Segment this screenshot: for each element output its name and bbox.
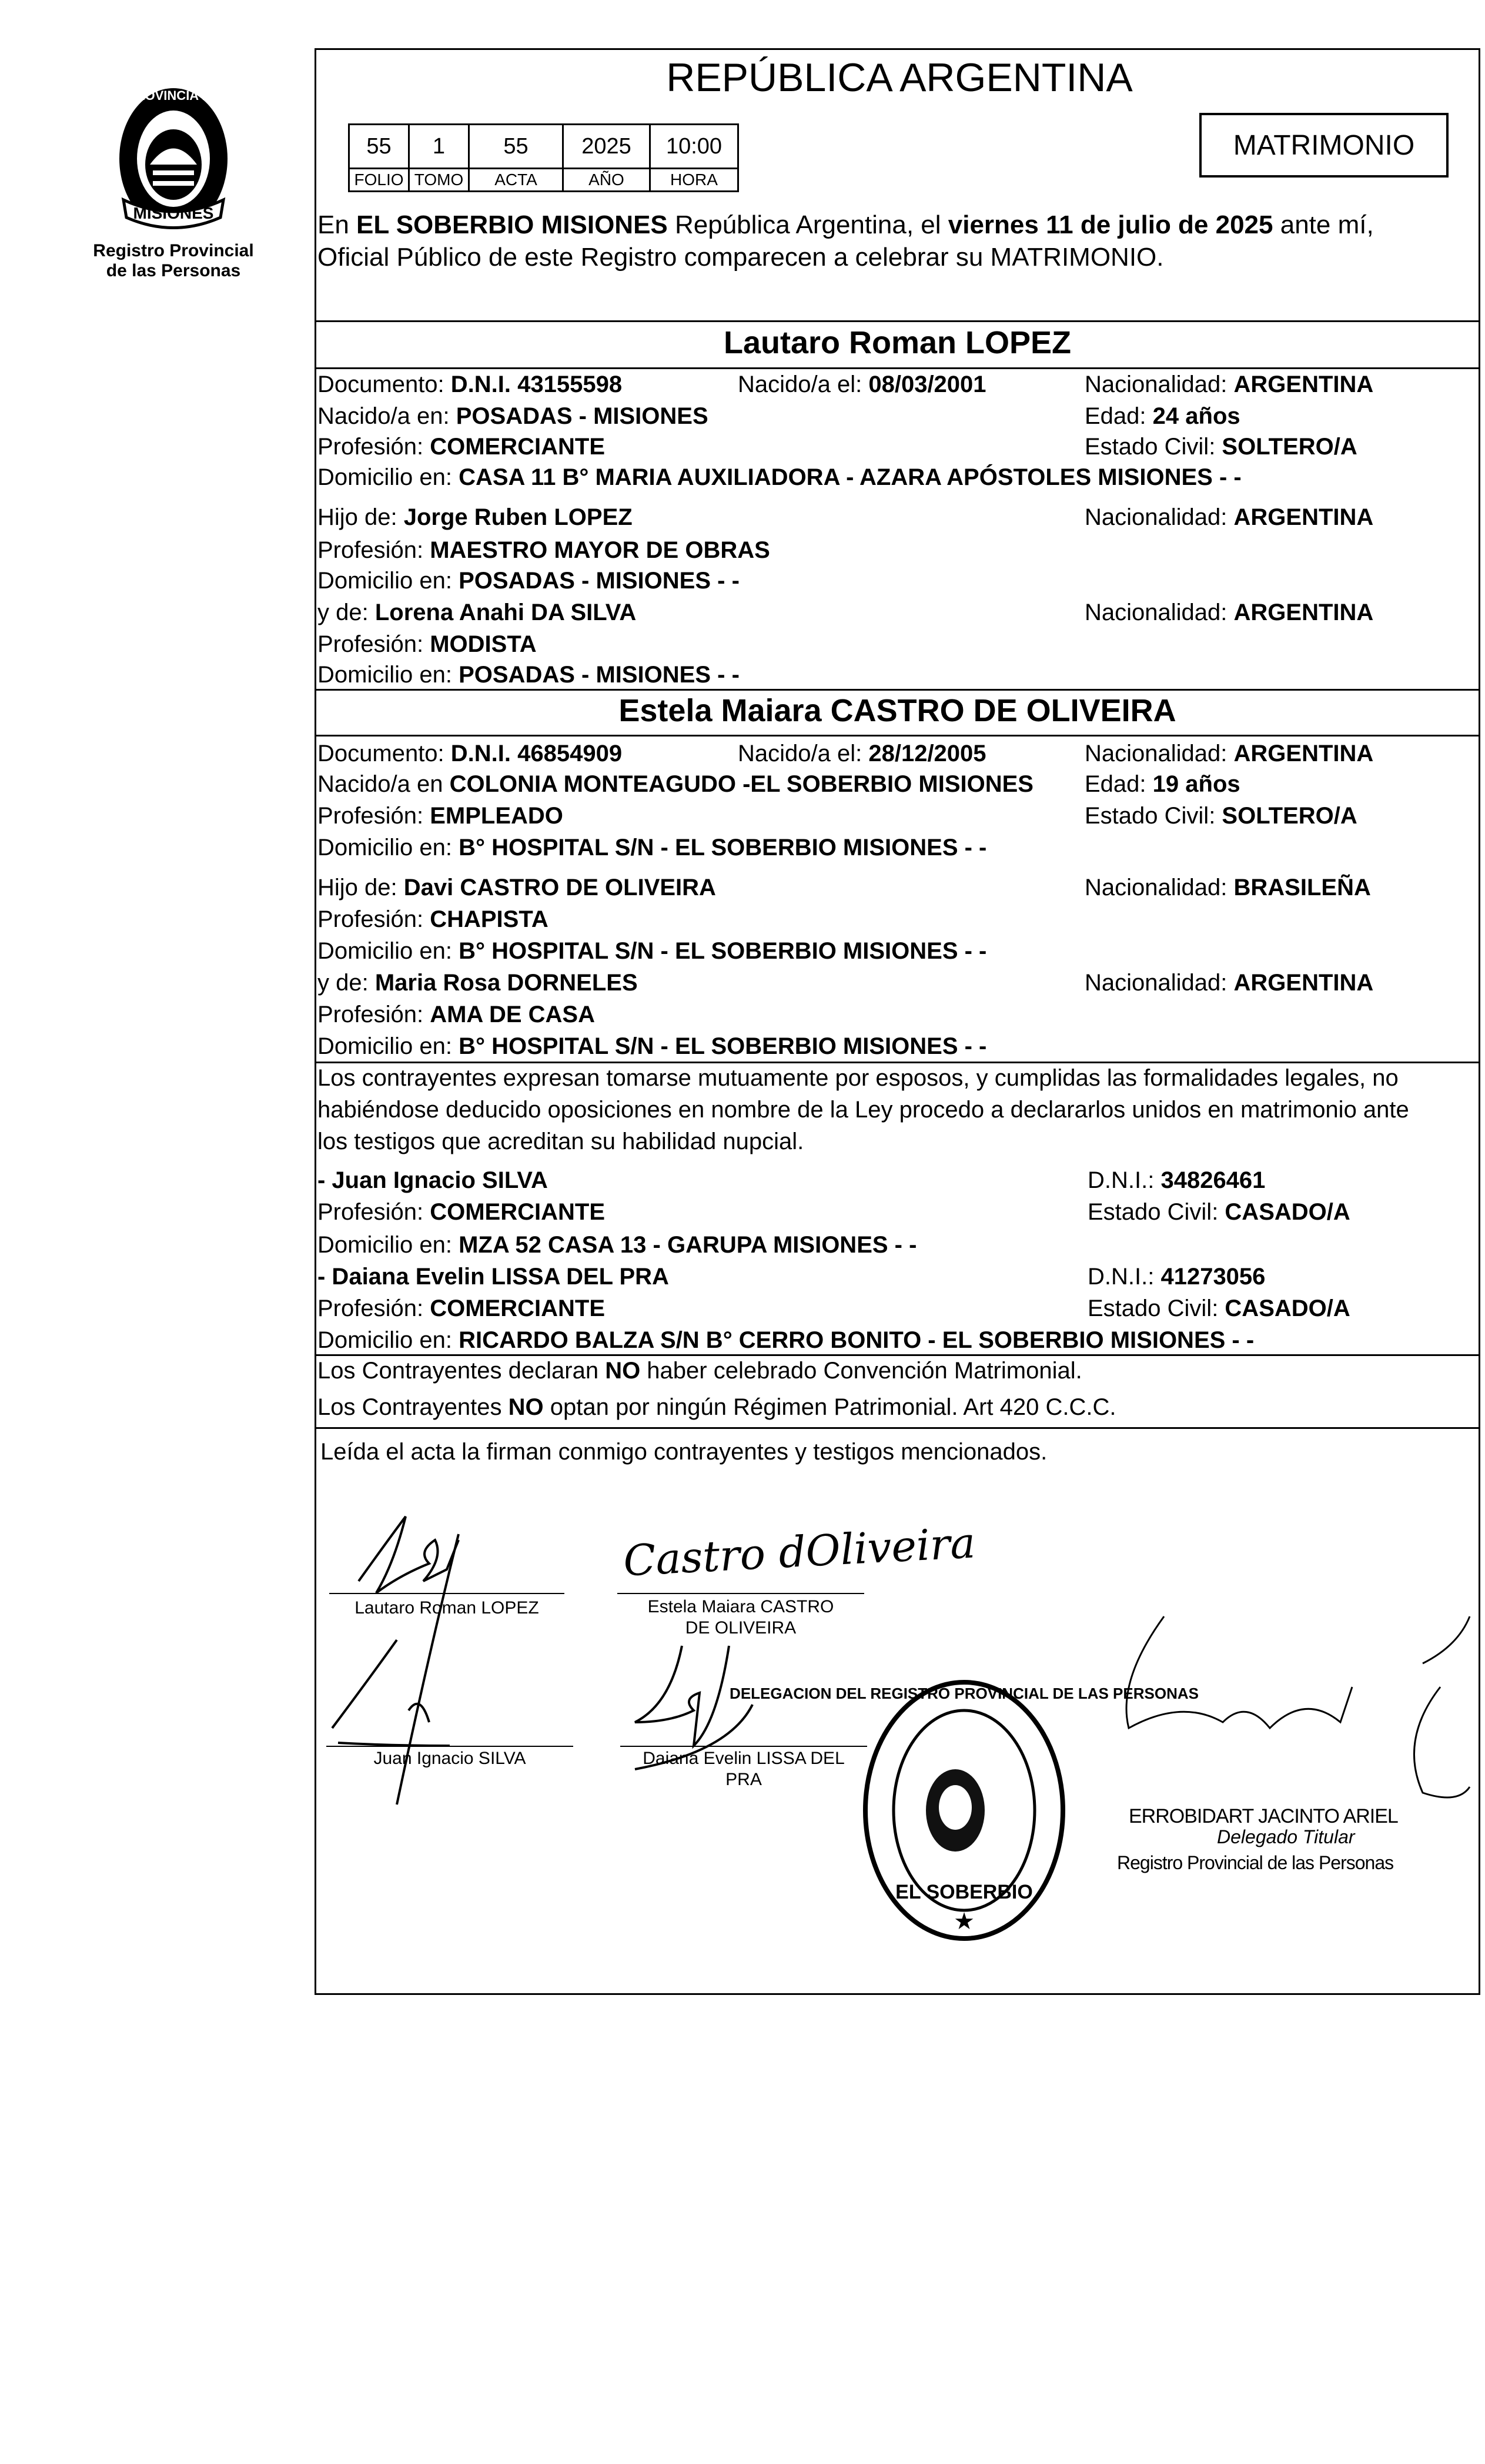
bride-father-profession: Profesión: CHAPISTA bbox=[317, 906, 548, 932]
bride-signature-caption-1: Estela Maiara CASTRO bbox=[647, 1597, 834, 1616]
divider bbox=[315, 1062, 1480, 1063]
witness-2-profession: Profesión: COMERCIANTE bbox=[317, 1295, 605, 1321]
bride-signature-handwriting bbox=[622, 1519, 976, 1584]
divider bbox=[315, 689, 1480, 691]
bride-birthplace: Nacido/a en COLONIA MONTEAGUDO -EL SOBERBIO MISIONES bbox=[317, 771, 1034, 797]
witness-2-signature-caption-1: Daiana Evelin LISSA DEL bbox=[643, 1749, 845, 1768]
bride-signature-caption-2: DE OLIVEIRA bbox=[685, 1618, 797, 1638]
seal-text-top: PROVINCIA DE bbox=[126, 88, 220, 103]
bride-profession: Profesión: EMPLEADO bbox=[317, 803, 563, 829]
stamp-bottom-text: EL SOBERBIO bbox=[895, 1881, 1033, 1903]
header-field-año-value: 2025 bbox=[562, 123, 651, 169]
divider bbox=[315, 320, 1480, 322]
intro-place: EL SOBERBIO MISIONES bbox=[356, 210, 668, 239]
page-title: REPÚBLICA ARGENTINA bbox=[666, 55, 1133, 100]
groom-birth-date: Nacido/a el: 08/03/2001 bbox=[738, 371, 986, 397]
groom-document: Documento: D.N.I. 43155598 bbox=[317, 371, 623, 397]
groom-birthplace: Nacido/a en: POSADAS - MISIONES bbox=[317, 403, 708, 429]
stamp-star-icon: ★ bbox=[954, 1908, 975, 1935]
intro-text: ante mí, bbox=[1273, 210, 1374, 239]
frame-bottom-border bbox=[315, 1993, 1480, 1995]
declaration-line-2: habiéndose deducido oposiciones en nombre de la Ley procedo a declararlos unidos en matrimonio ante bbox=[317, 1097, 1409, 1123]
frame-top-border bbox=[315, 48, 1480, 50]
official-signature-icon bbox=[1093, 1611, 1470, 1822]
header-field-año-label: AÑO bbox=[562, 168, 651, 192]
province-seal-icon bbox=[88, 76, 259, 241]
bride-birth-date: Nacido/a el: 28/12/2005 bbox=[738, 741, 986, 766]
closing-statement: Leída el acta la firman conmigo contrayentes y testigos mencionados. bbox=[320, 1439, 1048, 1465]
intro-date: viernes 11 de julio de 2025 bbox=[948, 210, 1273, 239]
bride-name: Estela Maiara CASTRO DE OLIVEIRA bbox=[618, 693, 1176, 728]
logo-caption-line-2: de las Personas bbox=[106, 261, 241, 280]
header-field-hora-value: 10:00 bbox=[649, 123, 739, 169]
header-field-tomo-value: 1 bbox=[408, 123, 470, 169]
groom-name: Lautaro Roman LOPEZ bbox=[723, 325, 1072, 360]
groom-mother-profession: Profesión: MODISTA bbox=[317, 631, 537, 657]
divider bbox=[315, 367, 1480, 369]
groom-father-profession: Profesión: MAESTRO MAYOR DE OBRAS bbox=[317, 537, 770, 563]
intro-line-1 bbox=[317, 210, 1374, 240]
intro-text: En bbox=[317, 210, 357, 239]
header-field-acta-label: ACTA bbox=[468, 168, 564, 192]
bride-mother-profession: Profesión: AMA DE CASA bbox=[317, 1002, 595, 1027]
witness-1-signature-icon bbox=[320, 1634, 556, 1763]
province-logo bbox=[88, 76, 259, 241]
bride-mother-nationality: Nacionalidad: ARGENTINA bbox=[1085, 970, 1374, 996]
bride-document: Documento: D.N.I. 46854909 bbox=[317, 741, 623, 766]
official-role: Delegado Titular bbox=[1217, 1826, 1355, 1847]
declaration-line-3: los testigos que acreditan su habilidad nupcial. bbox=[317, 1129, 804, 1154]
header-field-acta-value: 55 bbox=[468, 123, 564, 169]
witness-2-signature-caption-2: PRA bbox=[725, 1770, 762, 1789]
official-name: ERROBIDART JACINTO ARIEL bbox=[1129, 1805, 1398, 1827]
witness-1-profession: Profesión: COMERCIANTE bbox=[317, 1199, 605, 1225]
witness-1-civil-status: Estado Civil: CASADO/A bbox=[1088, 1199, 1350, 1225]
header-field-folio-value: 55 bbox=[348, 123, 410, 169]
seal-text-bottom: MISIONES bbox=[133, 204, 214, 222]
witness-1-signature-caption: Juan Ignacio SILVA bbox=[373, 1749, 526, 1768]
witness-2-civil-status: Estado Civil: CASADO/A bbox=[1088, 1295, 1350, 1321]
groom-mother: y de: Lorena Anahi DA SILVA bbox=[317, 600, 637, 625]
act-type-badge bbox=[1199, 113, 1449, 178]
stamp-ring-text: DELEGACION DEL REGISTRO PROVINCIAL DE LAS PERSONAS bbox=[730, 1685, 1199, 1702]
bride-mother-address: Domicilio en: B° HOSPITAL S/N - EL SOBERBIO MISIONES - - bbox=[317, 1033, 987, 1059]
bride-signature-text: Castro dOliveira bbox=[622, 1518, 977, 1586]
logo-caption-line-1: Registro Provincial bbox=[93, 241, 254, 260]
groom-profession: Profesión: COMERCIANTE bbox=[317, 434, 605, 460]
bride-father-nationality: Nacionalidad: BRASILEÑA bbox=[1085, 875, 1371, 900]
regime-patrimonial: Los Contrayentes NO optan por ningún Régimen Patrimonial. Art 420 C.C.C. bbox=[317, 1394, 1116, 1420]
regime-convention: Los Contrayentes declaran NO haber celebrado Convención Matrimonial. bbox=[317, 1358, 1082, 1384]
groom-mother-nationality: Nacionalidad: ARGENTINA bbox=[1085, 600, 1374, 625]
witness-1-dni: D.N.I.: 34826461 bbox=[1088, 1167, 1266, 1193]
act-type-badge-text: MATRIMONIO bbox=[1233, 129, 1415, 161]
witness-2-address: Domicilio en: RICARDO BALZA S/N B° CERRO BONITO - EL SOBERBIO MISIONES - - bbox=[317, 1327, 1255, 1353]
bride-father: Hijo de: Davi CASTRO DE OLIVEIRA bbox=[317, 875, 716, 900]
witness-2-name: - Daiana Evelin LISSA DEL PRA bbox=[317, 1264, 669, 1290]
groom-father: Hijo de: Jorge Ruben LOPEZ bbox=[317, 504, 633, 530]
groom-address: Domicilio en: CASA 11 B° MARIA AUXILIADORA - AZARA APÓSTOLES MISIONES - - bbox=[317, 464, 1242, 490]
groom-father-address: Domicilio en: POSADAS - MISIONES - - bbox=[317, 568, 740, 594]
groom-mother-address: Domicilio en: POSADAS - MISIONES - - bbox=[317, 662, 740, 688]
witness-2-signature-icon bbox=[611, 1634, 788, 1787]
groom-nationality: Nacionalidad: ARGENTINA bbox=[1085, 371, 1374, 397]
logo-caption bbox=[76, 241, 270, 281]
bride-father-address: Domicilio en: B° HOSPITAL S/N - EL SOBERBIO MISIONES - - bbox=[317, 938, 987, 964]
groom-civil-status: Estado Civil: SOLTERO/A bbox=[1085, 434, 1357, 460]
bride-nationality: Nacionalidad: ARGENTINA bbox=[1085, 741, 1374, 766]
header-field-folio-label: FOLIO bbox=[348, 168, 410, 192]
divider bbox=[315, 1427, 1480, 1429]
divider bbox=[315, 735, 1480, 736]
header-field-tomo-label: TOMO bbox=[408, 168, 470, 192]
intro-text: República Argentina, el bbox=[667, 210, 948, 239]
groom-signature-caption: Lautaro Roman LOPEZ bbox=[354, 1598, 539, 1618]
bride-civil-status: Estado Civil: SOLTERO/A bbox=[1085, 803, 1357, 829]
groom-age: Edad: 24 años bbox=[1085, 403, 1240, 429]
bride-mother: y de: Maria Rosa DORNELES bbox=[317, 970, 638, 996]
header-field-hora-label: HORA bbox=[649, 168, 739, 192]
divider bbox=[315, 1354, 1480, 1356]
intro-line-2: Oficial Público de este Registro comparecen a celebrar su MATRIMONIO. bbox=[317, 243, 1164, 272]
witness-1-address: Domicilio en: MZA 52 CASA 13 - GARUPA MISIONES - - bbox=[317, 1232, 917, 1258]
witness-2-dni: D.N.I.: 41273056 bbox=[1088, 1264, 1266, 1290]
bride-age: Edad: 19 años bbox=[1085, 771, 1240, 797]
groom-father-nationality: Nacionalidad: ARGENTINA bbox=[1085, 504, 1374, 530]
bride-signature-line bbox=[617, 1593, 864, 1594]
witness-1-name: - Juan Ignacio SILVA bbox=[317, 1167, 548, 1193]
bride-address: Domicilio en: B° HOSPITAL S/N - EL SOBERBIO MISIONES - - bbox=[317, 835, 987, 861]
declaration-line-1: Los contrayentes expresan tomarse mutuamente por esposos, y cumplidas las formalidades legales, no bbox=[317, 1065, 1399, 1091]
official-office: Registro Provincial de las Personas bbox=[1117, 1852, 1394, 1873]
